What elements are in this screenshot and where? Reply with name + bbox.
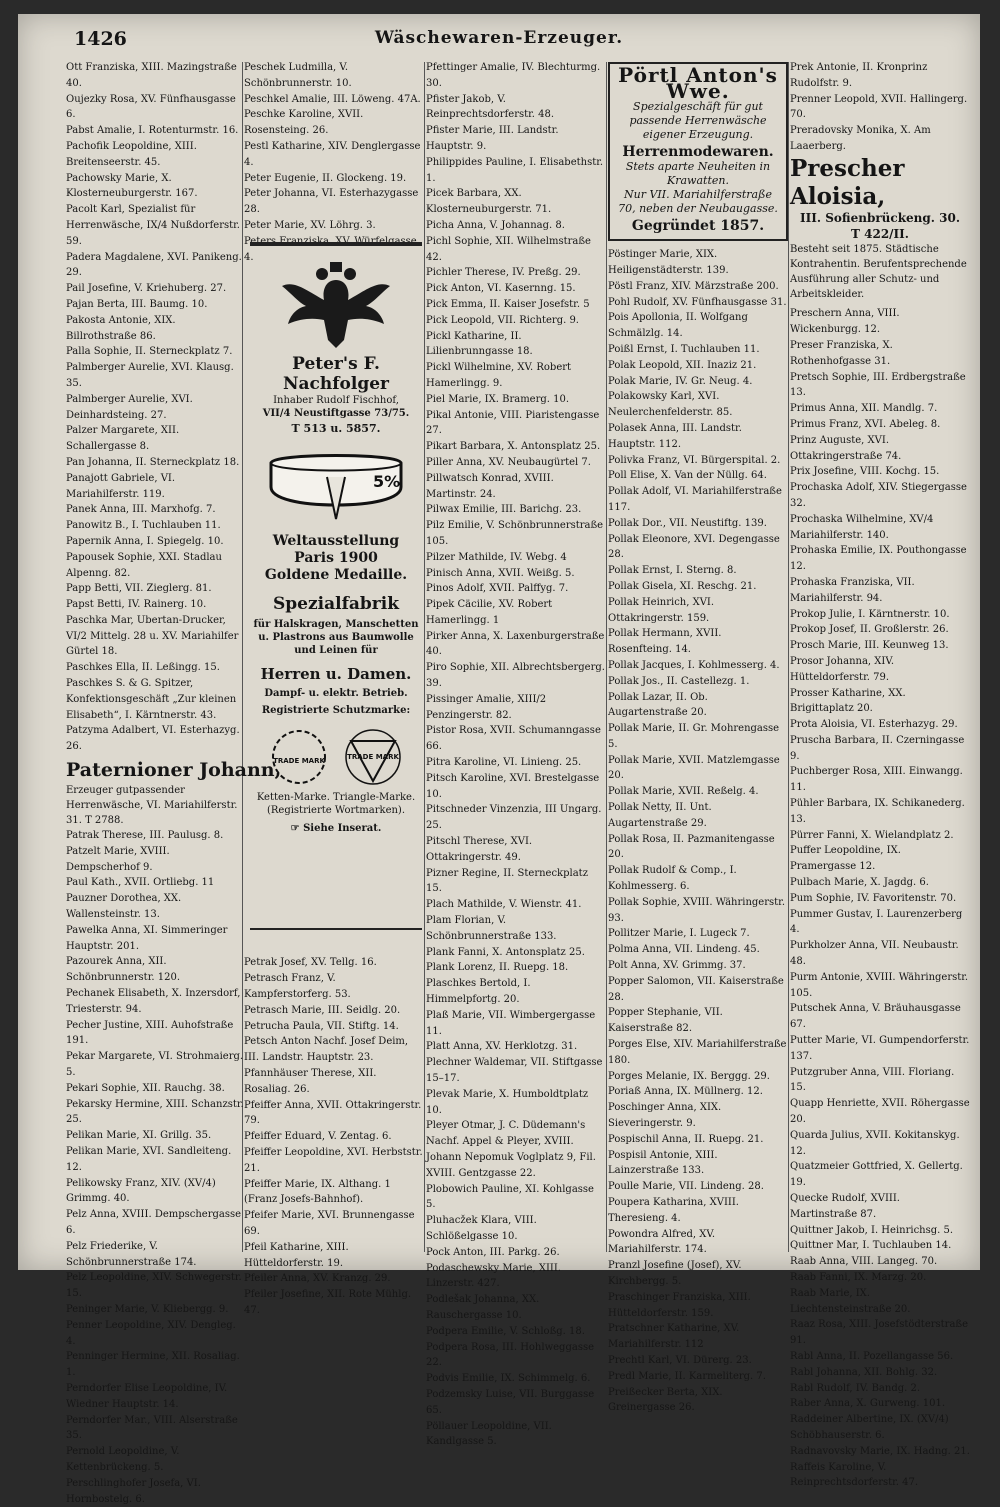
directory-entry: Patzelt Marie, XVIII. Dempscherhof 9. (66, 845, 170, 873)
directory-entry: Prosser Katharine, XX. Brigittaplatz 20. (790, 687, 906, 715)
directory-entry: Pohl Rudolf, XV. Fünfhausgasse 31. (608, 296, 787, 308)
directory-entry: Pollak Heinrich, XVI. Ottakringerstr. 159. (608, 596, 715, 624)
directory-entry: Pekari Sophie, XII. Rauchg. 38. (66, 1082, 225, 1094)
directory-entry: Piel Marie, IX. Bramerg. 10. (426, 393, 570, 405)
directory-entry: Pabst Amalie, I. Rotenturmstr. 16. (66, 125, 239, 137)
directory-entry: Pawelka Anna, XI. Simmeringer Hauptstr. 201. (66, 924, 228, 952)
directory-entry: Paschkes Ella, II. Leßingg. 15. (66, 662, 220, 674)
badge-text: 5% (373, 472, 401, 491)
directory-entry: Pestl Katharine, XIV. Denglergasse 4. (244, 140, 421, 168)
directory-entry: Polma Anna, VII. Lindeng. 45. (608, 944, 760, 956)
prescher-ad (790, 155, 970, 303)
directory-entry: Purm Antonie, XVIII. Währingerstr. 105. (790, 971, 969, 999)
directory-entry: Paschka Mar, Ubertan-Drucker, VI/2 Mittelg. 28 u. XV. Mariahilfer Gürtel 18. (66, 614, 239, 658)
directory-entry: Peninger Marie, V. Kliebergg. 9. (66, 1303, 229, 1315)
directory-entry: Petrasch Marie, III. Seidlg. 20. (244, 1004, 401, 1016)
directory-entry: Pichler Therese, IV. Preßg. 29. (426, 267, 581, 279)
directory-entry: Prohaska Emilie, IX. Pouthongasse 12. (790, 545, 967, 573)
directory-entry: Palmberger Aurelie, XVI. Deinhardsteing. 27. (66, 393, 193, 421)
directory-entry: Papousek Sophie, XXI. Stadlau Alpenng. 82. (66, 551, 222, 579)
directory-entry: Pollak Dor., VII. Neustiftg. 139. (608, 517, 767, 529)
directory-entry: Penninger Hermine, XII. Rosaliag. 1. (66, 1351, 240, 1379)
directory-entry: Rabl Rudolf, IV. Bandg. 2. (790, 1382, 921, 1394)
directory-entry: Pick Emma, II. Kaiser Josefstr. 5 (426, 298, 590, 310)
directory-entry: Pail Josefine, V. Kriehuberg. 27. (66, 283, 227, 295)
directory-entry: Polak Marie, IV. Gr. Neug. 4. (608, 375, 753, 387)
directory-entry: Penner Leopoldine, XIV. Dengleg. 4. (66, 1319, 236, 1347)
directory-entry: Palzer Margarete, XII. Schallergasse 8. (66, 425, 180, 453)
directory-entry: Quecke Rudolf, XVIII. Martinstraße 87. (790, 1193, 900, 1220)
advertiser-name: Prescher Aloisia, (790, 154, 905, 210)
triangle-trademark-icon (343, 727, 403, 787)
directory-entry: Petrak Josef, XV. Tellg. 16. (244, 957, 377, 969)
directory-entry: Preradovsky Monika, X. Am Laaerberg. (790, 125, 931, 152)
directory-entry: Padera Magdalene, XVI. Panikeng. 29. (66, 251, 242, 279)
directory-entry: Polak Leopold, XII. Inaziz 21. (608, 359, 757, 371)
directory-entry: Polivka Franz, VI. Bürgerspital. 2. (608, 454, 781, 466)
marks-caption: Ketten-Marke. Triangle-Marke. (Registrierte Wortmarken). (256, 792, 416, 816)
directory-entry: Poißl Ernst, I. Tuchlauben 11. (608, 343, 760, 355)
directory-entry: Prix Josefine, VIII. Kochg. 15. (790, 466, 940, 478)
directory-entry: Peschkel Amalie, III. Löweng. 47A. (244, 93, 421, 105)
advertiser-text: Erzeuger gutpassender Herrenwäsche, VI. Mariahilferstr. 31. T 2788. (66, 785, 238, 827)
directory-entry: Prenner Leopold, XVII. Hallingerg. 70. (790, 93, 968, 121)
directory-entry: Pfeiffer Anna, XVII. Ottakringerstr. 79. (244, 1099, 422, 1127)
directory-entry: Prechtl Karl, VI. Dürerg. 23. (608, 1354, 752, 1366)
directory-entry: Prokop Josef, II. Großlerstr. 26. (790, 624, 949, 636)
directory-entry: Pulbach Marie, X. Jagdg. 6. (790, 877, 929, 889)
page-title: Wäschewaren-Erzeuger. (374, 28, 624, 48)
directory-entry: Plaß Marie, VII. Wimbergergasse 11. (426, 1009, 596, 1037)
directory-entry: Primus Franz, XVI. Abeleg. 8. (790, 418, 941, 430)
directory-entry: Pillwatsch Konrad, XVIII. Martinstr. 24. (426, 472, 554, 500)
directory-entry: Pernold Leopoldine, V. Kettenbrückeng. 5. (66, 1446, 180, 1473)
directory-entry: Podlešak Johanna, XX. Rauschergasse 10. (426, 1294, 540, 1321)
directory-entry: Pachofik Leopoldine, XIII. Breitenseerstr. 45. (66, 140, 197, 168)
directory-entry: Pummer Gustav, I. Laurenzerberg 4. (790, 908, 963, 936)
paternioner-ad (66, 759, 282, 828)
directory-entry: Papp Betti, VII. Zieglerg. 81. (66, 583, 212, 595)
directory-entry: Pürrer Fanni, X. Wielandplatz 2. (790, 829, 954, 841)
directory-entry: Pelikan Marie, XI. Grillg. 35. (66, 1130, 212, 1142)
herren-line: Herren u. Damen. (260, 665, 412, 683)
directory-entry: Rabl Anna, II. Pozellangasse 56. (790, 1350, 954, 1362)
directory-entry: Pizner Regine, II. Sterneckplatz 15. (426, 867, 588, 895)
directory-entry: Pfister Jakob, V. Reinprechtsdorferstr. 48. (426, 93, 555, 121)
directory-entry: Pilz Emilie, V. Schönbrunnerstraße 105. (426, 520, 604, 547)
directory-entry: Pühler Barbara, IX. Schikanederg. 13. (790, 798, 965, 825)
directory-entry: Pilzer Mathilde, IV. Webg. 4 (426, 551, 567, 563)
directory-entry: Peter Johanna, VI. Esterhazygasse 28. (244, 188, 419, 216)
directory-entry: Papernik Anna, I. Spiegelg. 10. (66, 535, 224, 547)
ad-line-1: Spezialgeschäft für gut passende Herrenwäsche eigener Erzeugung. (629, 99, 767, 141)
directory-entry: Pollak Rosa, II. Pazmanitengasse 20. (608, 833, 775, 861)
directory-entry: Raber Anna, X. Gurweng. 101. (790, 1398, 946, 1410)
directory-entry: Pock Anton, III. Parkg. 26. (426, 1246, 560, 1258)
directory-entry: Plank Lorenz, II. Ruepg. 18. (426, 962, 569, 974)
directory-entry: Pollak Jacques, I. Kohlmesserg. 4. (608, 659, 780, 671)
schutz-line: Registrierte Schutzmarke: (261, 705, 411, 716)
directory-entry: Prinz Auguste, XVI. Ottakringerstraße 74. (790, 434, 902, 462)
directory-entry: Raaz Rosa, XIII. Josefstödterstraße 91. (790, 1319, 969, 1347)
expo-line-2: Paris 1900 (294, 550, 378, 566)
directory-entry: Putschek Anna, V. Bräuhausgasse 67. (790, 1003, 961, 1031)
directory-entry: Plechner Waldemar, VII. Stiftgasse 15–17. (426, 1057, 603, 1084)
ad-line-2: Herrenmodewaren. (622, 143, 774, 160)
directory-entry: Purkholzer Anna, VII. Neubaustr. 48. (790, 940, 959, 968)
directory-entry: Philippides Pauline, I. Elisabethstr. 1. (426, 156, 604, 184)
see-advert-note: ☞ Siehe Inserat. (290, 823, 382, 834)
directory-entry: Puchberger Rosa, XIII. Einwangg. 11. (790, 766, 963, 794)
directory-entry: Poriaß Anna, IX. Müllnerg. 12. (608, 1086, 763, 1098)
directory-entry: Ott Franziska, XIII. Mazingstraße 40. (66, 62, 237, 89)
directory-entry: Prochaska Adolf, XIV. Stiegergasse 32. (790, 482, 967, 509)
directory-entry: Pfettinger Amalie, IV. Blechturmg. 30. (426, 62, 601, 89)
directory-entry: Prokop Julie, I. Kärntnerstr. 10. (790, 608, 950, 620)
directory-entry: Polasek Anna, III. Landstr. Hauptstr. 112. (608, 422, 742, 450)
directory-entry: Prochaska Wilhelmine, XV/4 Mariahilferstr. 140. (790, 513, 934, 541)
directory-entry: Porges Else, XIV. Mariahilferstraße 180. (608, 1039, 787, 1066)
directory-entry: Pollak Gisela, XI. Reschg. 21. (608, 580, 757, 592)
directory-entry: Pechanek Elisabeth, X. Inzersdorf, Triesterstr. 94. (66, 988, 241, 1015)
directory-entry: Pitschneder Vinzenzia, III Ungarg. 25. (426, 804, 602, 832)
directory-entry: Pekar Margarete, VI. Strohmaierg. 5. (66, 1051, 244, 1079)
directory-entry: Papst Betti, IV. Rainerg. 10. (66, 599, 207, 611)
column-5 (790, 60, 970, 1489)
directory-entry: Pfeiler Josefine, XII. Rote Mühlg. 47. (244, 1289, 412, 1316)
directory-entry: Peschek Ludmilla, V. Schönbrunnerstr. 10. (244, 62, 352, 89)
directory-entry: Oujezky Rosa, XV. Fünfhausgasse 6. (66, 93, 236, 121)
directory-entry: Pratschner Katharine, XV. Mariahilferstr. 112 (608, 1323, 740, 1351)
directory-entry: Powondra Alfred, XV. Mariahilferstr. 174. (608, 1228, 716, 1256)
directory-entry: Pollak Ernst, I. Sterng. 8. (608, 565, 737, 577)
directory-entry: Putter Marie, VI. Gumpendorferstr. 137. (790, 1035, 970, 1062)
expo-line-1: Weltausstellung (272, 533, 400, 549)
directory-entry: Pelz Friederike, V. Schönbrunnerstraße 174. (66, 1240, 197, 1268)
directory-entry: Patzyma Adalbert, VI. Esterhazyg. 26. (66, 725, 240, 753)
directory-entry: Pauzner Dorothea, XX. Wallensteinstr. 13. (66, 893, 182, 921)
directory-entry: Perschlinghofer Josefa, VI. Hornbostelg. 6. (66, 1477, 201, 1505)
directory-entry: Predl Marie, II. Karmeliterg. 7. (608, 1370, 766, 1382)
directory-entry: Peschke Karoline, XVII. Rosensteing. 26. (244, 109, 364, 137)
directory-entry: Petrasch Franz, V. Kampferstorferg. 53. (244, 973, 351, 1000)
directory-entry: Pichl Sophie, XII. Wilhelmstraße 42. (426, 235, 591, 263)
directory-entry: Pekarsky Hermine, XIII. Schanzstr. 25. (66, 1098, 244, 1126)
directory-entry: Raab Anna, VIII. Langeg. 70. (790, 1256, 938, 1268)
directory-entry: Pinisch Anna, XVII. Weißg. 5. (426, 567, 575, 579)
directory-entry: Pollak Rudolf & Comp., I. Kohlmesserg. 6. (608, 865, 737, 893)
directory-entry: Pelz Anna, XVIII. Dempschergasse 6. (66, 1209, 242, 1236)
directory-entry: Pacolt Karl, Spezialist für Herrenwäsche, IX/4 Nußdorferstr. 59. (66, 204, 240, 247)
directory-entry: Plevak Marie, X. Humboldtplatz 10. (426, 1088, 589, 1116)
directory-entry: Peter Eugenie, II. Glockeng. 19. (244, 172, 407, 184)
directory-entry: Pollak Lazar, II. Ob. Augartenstraße 20. (608, 691, 708, 719)
column-divider (606, 62, 607, 1252)
directory-entry: Pissinger Amalie, XIII/2 Penzingerstr. 82. (426, 693, 547, 721)
directory-entry: Primus Anna, XII. Mandlg. 7. (790, 403, 938, 415)
directory-entry: Podpera Emilie, V. Schloßg. 18. (426, 1325, 585, 1337)
directory-entry: Raab Marie, IX. Liechtensteinstraße 20. (790, 1287, 911, 1315)
directory-entry: Pilwax Emilie, III. Barichg. 23. (426, 504, 582, 516)
directory-entry: Paul Kath., XVII. Ortliebg. 11 (66, 877, 215, 889)
chain-trademark-icon (269, 727, 329, 787)
directory-entry: Pöllauer Leopoldine, VII. Kandlgasse 5. (426, 1420, 552, 1448)
directory-entry: Quittner Mar, I. Tuchlauben 14. (790, 1240, 952, 1252)
peter-nachfolger-ad (250, 242, 422, 930)
directory-entry: Pickl Katharine, II. Lilienbrunngasse 18. (426, 330, 533, 358)
directory-entry: Pöstl Franz, XIV. Märzstraße 200. (608, 280, 779, 292)
directory-entry: Raffeis Karoline, V. Reinprechtsdorferstr. 47. (790, 1461, 919, 1489)
directory-entry: Picek Barbara, XX. Klosterneuburgerstr. 71. (426, 188, 552, 216)
directory-entry: Plam Florian, V. Schönbrunnerstraße 133. (426, 915, 557, 942)
products-line: für Halskragen, Manschetten u. Plastrons aus Baumwolle und Leinen für (253, 619, 419, 656)
directory-entry: Podaschewsky Marie, XIII. Linzerstr. 427. (426, 1262, 561, 1290)
directory-entry: Pollak Marie, II. Gr. Mohrengasse 5. (608, 723, 780, 750)
directory-entry: Preißecker Berta, XIX. Greinergasse 26. (608, 1386, 723, 1414)
directory-entry: Preschern Anna, VIII. Wickenburgg. 12. (790, 308, 900, 336)
directory-entry: Pirker Anna, X. Laxenburgerstraße 40. (426, 630, 605, 658)
column-divider (788, 62, 789, 1252)
directory-entry: Patrak Therese, III. Paulusg. 8. (66, 830, 224, 842)
directory-entry: Pöstinger Marie, XIX. Heiligenstädterstr. 139. (608, 249, 729, 276)
ad-line-4: Nur VII. Mariahilferstraße 70, neben der Neubaugasse. (618, 188, 778, 216)
directory-entry: Palla Sophie, II. Sterneckplatz 7. (66, 346, 233, 358)
directory-entry: Platt Anna, XV. Herklotzg. 31. (426, 1041, 578, 1053)
advertiser-address: III. Sofienbrückeng. 30. (800, 210, 960, 225)
directory-entry: Pfannhäuser Therese, XII. Rosaliag. 26. (244, 1067, 377, 1095)
directory-entry: Petrucha Paula, VII. Stiftg. 14. (244, 1020, 399, 1032)
directory-entry: Pikart Barbara, X. Antonsplatz 25. (426, 441, 601, 453)
firm-name: Peter's F. Nachfolger (282, 354, 390, 394)
directory-entry: Pickl Wilhelmine, XV. Robert Hamerlingg. 9. (426, 362, 572, 389)
directory-entry: Piller Anna, XV. Neubaugürtel 7. (426, 456, 591, 468)
collar-icon (261, 447, 411, 527)
directory-entry: Pollitzer Marie, I. Lugeck 7. (608, 928, 750, 940)
directory-entry: Pick Anton, VI. Kasernng. 15. (426, 283, 576, 295)
advertiser-name: Pörtl Anton's Wwe. (618, 63, 778, 103)
directory-entry: Pollak Hermann, XVII. Rosenfteing. 14. (608, 628, 722, 656)
directory-entry: Pleyer Otmar, J. C. Düdemann's Nachf. Appel & Pleyer, XVIII. Johann Nepomuk Voglplatz 9, Fil. XVIII. Gentzgasse 22. (426, 1120, 596, 1179)
directory-entry: Pretsch Sophie, III. Erdbergstraße 13. (790, 371, 966, 399)
directory-entry: Quatzmeier Gottfried, X. Gellertg. 19. (790, 1161, 963, 1189)
directory-entry: Prosor Johanna, XIV. Hütteldorferstr. 79. (790, 655, 894, 683)
directory-entry: Peter Marie, XV. Löhrg. 3. (244, 219, 376, 231)
directory-entry: Pollak Eleonore, XVI. Degengasse 28. (608, 533, 780, 561)
ad-line-5: Gegründet 1857. (631, 218, 765, 235)
directory-entry: Pollak Jos., II. Castellezg. 1. (608, 675, 750, 687)
column-3 (426, 60, 606, 1448)
directory-entry: Puffer Leopoldine, IX. Pramergasse 12. (790, 845, 901, 873)
directory-entry: Poschinger Anna, XIX. Sieveringerstr. 9. (608, 1102, 722, 1130)
trademark-logos (250, 727, 422, 787)
phone-line: T 513 u. 5857. (291, 422, 381, 435)
directory-entry: Pospischil Anna, II. Ruepg. 21. (608, 1133, 764, 1145)
directory-entry: Panek Anna, III. Marxhofg. 7. (66, 504, 216, 516)
directory-page (18, 14, 980, 1505)
directory-entry: Pelz Leopoldine, XIV. Schwegerstr. 15. (66, 1272, 242, 1300)
advertiser-name: Paternioner Johann, (66, 759, 282, 782)
directory-entry: Quittner Jakob, I. Heinrichsg. 5. (790, 1224, 954, 1236)
directory-entry: Pfeiler Anna, XV. Kranzg. 29. (244, 1273, 391, 1285)
directory-entry: Pollak Netty, II. Unt. Augartenstraße 29. (608, 802, 712, 829)
directory-entry: Pick Leopold, VII. Richterg. 9. (426, 314, 579, 326)
directory-entry: Piro Sophie, XII. Albrechtsbergerg. 39. (426, 662, 605, 690)
directory-entry: Pazourek Anna, XII. Schönbrunnerstr. 120. (66, 956, 181, 984)
page-number: 1426 (74, 28, 127, 50)
poertl-ad (608, 62, 788, 241)
directory-entry: Pitschl Therese, XVI. Ottakringerstr. 49. (426, 836, 533, 863)
directory-entry: Pinos Adolf, XVII. Palffyg. 7. (426, 583, 569, 595)
directory-entry: Pruscha Barbara, II. Czerningasse 9. (790, 734, 965, 762)
directory-entry: Pollak Sophie, XVIII. Währingerstr. 93. (608, 896, 786, 924)
directory-entry: Prosch Marie, III. Keunweg 13. (790, 640, 949, 652)
directory-entry: Plobowich Pauline, XI. Kohlgasse 5. (426, 1183, 594, 1211)
directory-entry: Plaschkes Bertold, I. Himmelpfortg. 20. (426, 978, 531, 1006)
directory-entry: Pelikan Marie, XVI. Sandleiteng. 12. (66, 1146, 232, 1173)
betrieb-line: Dampf- u. elektr. Betrieb. (264, 688, 408, 699)
directory-entry: Peters Franziska, XV. Würfelgasse 4. (244, 235, 417, 263)
expo-line-3: Goldene Medaille. (264, 567, 408, 583)
directory-entry: Raddeiner Albertine, IX. (XV/4) Schöbhauserstr. 6. (790, 1414, 949, 1441)
directory-entry: Plank Fanni, X. Antonsplatz 25. (426, 946, 585, 958)
directory-entry: Poupera Katharina, XVIII. Theresieng. 4. (608, 1197, 739, 1224)
directory-entry: Panowitz B., I. Tuchlauben 11. (66, 520, 221, 532)
directory-entry: Prek Antonie, II. Kronprinz Rudolfstr. 9. (790, 62, 928, 89)
directory-entry: Preser Franziska, X. Rothenhofgasse 31. (790, 339, 893, 367)
directory-entry: Pfeiffer Eduard, V. Zentag. 6. (244, 1131, 392, 1143)
directory-entry: Pakosta Antonie, XIX. Billrothstraße 86. (66, 314, 176, 342)
directory-entry: Pitra Karoline, VI. Linieng. 25. (426, 757, 582, 769)
directory-entry: Pikal Antonie, VIII. Piaristengasse 27. (426, 409, 600, 437)
directory-entry: Poulle Marie, VII. Lindeng. 28. (608, 1181, 764, 1193)
directory-entry: Pfeifer Marie, XVI. Brunnengasse 69. (244, 1210, 415, 1237)
owner-line: Inhaber Rudolf Fischhof, (273, 395, 399, 406)
directory-entry: Pfeil Katharine, XIII. Hütteldorferstr. 19. (244, 1241, 349, 1269)
advertiser-phone: T 422/II. (851, 226, 909, 241)
directory-entry: Popper Salomon, VII. Kaiserstraße 28. (608, 975, 784, 1003)
directory-entry: Pfeiffer Leopoldine, XVI. Herbststr. 21. (244, 1146, 423, 1174)
directory-entry: Picha Anna, V. Johannag. 8. (426, 219, 565, 231)
directory-entry: Raab Fanni, IX. Marzg. 20. (790, 1271, 927, 1283)
directory-entry: Pois Apollonia, II. Wolfgang Schmälzlg. 14. (608, 312, 748, 340)
address-line: VII/4 Neustiftgasse 73/75. (262, 408, 410, 419)
directory-entry: Praschinger Franziska, XIII. Hütteldorferstr. 159. (608, 1291, 751, 1319)
column-1 (66, 60, 282, 1505)
directory-entry: Putzgruber Anna, VIII. Floriang. 15. (790, 1066, 955, 1094)
advertiser-text: Besteht seit 1875. Städtische Kontrahentin. Berufentsprechende Ausführung aller Schutz- und Arbeitskleider. (790, 244, 967, 301)
directory-entry: Podzemsky Luise, VII. Burggasse 65. (426, 1388, 595, 1416)
spezial-heading: Spezialfabrik (273, 594, 399, 614)
directory-entry: Pranzl Josefine (Josef), XV. Kirchbergg. 5. (608, 1260, 742, 1287)
directory-entry: Palmberger Aurelie, XVI. Klausg. 35. (66, 362, 234, 389)
directory-entry: Pollak Marie, XVII. Reßelg. 4. (608, 786, 759, 798)
directory-entry: Pitsch Karoline, XVI. Brestelgasse 10. (426, 772, 600, 800)
mark-1-text: TRADE MARK (273, 757, 325, 765)
double-eagle-icon (276, 260, 396, 350)
directory-entry: Pipek Cäcilie, XV. Robert Hamerlingg. 1 (426, 599, 553, 626)
directory-entry: Perndorfer Mar., VIII. Alserstraße 35. (66, 1414, 238, 1442)
directory-entry: Polt Anna, XV. Grimmg. 37. (608, 960, 746, 972)
directory-entry: Poll Elise, X. Van der Nüllg. 64. (608, 470, 767, 482)
page-header (46, 28, 952, 54)
directory-entry: Petsch Anton Nachf. Josef Deim, III. Landstr. Hauptstr. 23. (244, 1036, 409, 1064)
directory-entry: Panajott Gabriele, VI. Mariahilferstr. 119. (66, 472, 176, 500)
directory-entry: Podvis Emilie, IX. Schimmelg. 6. (426, 1373, 591, 1385)
column-divider (424, 62, 425, 1252)
directory-entry: Prohaska Franziska, VII. Mariahilferstr. 94. (790, 576, 915, 604)
directory-entry: Radnavovsky Marie, IX. Hadng. 21. (790, 1445, 970, 1457)
mark-2-text: TRADE MARK (347, 753, 399, 761)
directory-entry: Pan Johanna, II. Sterneckplatz 18. (66, 456, 240, 468)
directory-entry: Pistor Rosa, XVII. Schumanngasse 66. (426, 725, 601, 753)
directory-entry: Pollak Adolf, VI. Mariahilferstraße 117. (608, 486, 782, 513)
directory-entry: Pfister Marie, III. Landstr. Hauptstr. 9. (426, 125, 559, 152)
directory-entry: Quapp Henriette, XVII. Röhergasse 20. (790, 1098, 970, 1126)
directory-entry: Pluhacžek Klara, VIII. Schlößelgasse 10. (426, 1215, 537, 1242)
directory-entry: Pollak Marie, XVII. Matzlemgasse 20. (608, 754, 780, 782)
directory-entry: Polakowsky Karl, XVI. Neulerchenfelderstr. 85. (608, 391, 733, 419)
directory-entry: Pfeiffer Marie, IX. Althang. 1 (Franz Josefs-Bahnhof). (244, 1178, 391, 1206)
directory-entry: Pelikowsky Franz, XIV. (XV/4) Grimmg. 40. (66, 1177, 216, 1205)
directory-entry: Plach Mathilde, V. Wienstr. 41. (426, 899, 582, 911)
directory-entry: Porges Melanie, IX. Berggg. 29. (608, 1070, 770, 1082)
directory-entry: Rabl Johanna, XII. Bohlg. 32. (790, 1366, 938, 1378)
directory-entry: Quarda Julius, XVII. Kokitanskyg. 12. (790, 1129, 960, 1157)
directory-entry: Pecher Justine, XIII. Auhofstraße 191. (66, 1019, 234, 1047)
directory-entry: Prota Aloisia, VI. Esterhazyg. 29. (790, 719, 958, 731)
directory-entry: Pospisil Antonie, XIII. Lainzerstraße 133. (608, 1149, 718, 1177)
ad-line-3: Stets aparte Neuheiten in Krawatten. (625, 160, 771, 188)
directory-entry: Pachowsky Marie, X. Klosterneuburgerstr. 167. (66, 172, 198, 200)
directory-entry: Popper Stephanie, VII. Kaiserstraße 82. (608, 1007, 723, 1035)
directory-entry: Pajan Berta, III. Baumg. 10. (66, 298, 208, 310)
column-4 (608, 60, 788, 1414)
directory-entry: Paschkes S. & G. Spitzer, Konfektionsgeschäft „Zur kleinen Elisabeth“, I. Kärntnerstr. 43. (66, 678, 237, 721)
directory-entry: Perndorfer Elise Leopoldine, IV. Wiedner Hauptstr. 14. (66, 1382, 228, 1410)
directory-entry: Podpera Rosa, III. Hohlweggasse 22. (426, 1341, 594, 1369)
directory-entry: Pum Sophie, IV. Favoritenstr. 70. (790, 892, 957, 904)
